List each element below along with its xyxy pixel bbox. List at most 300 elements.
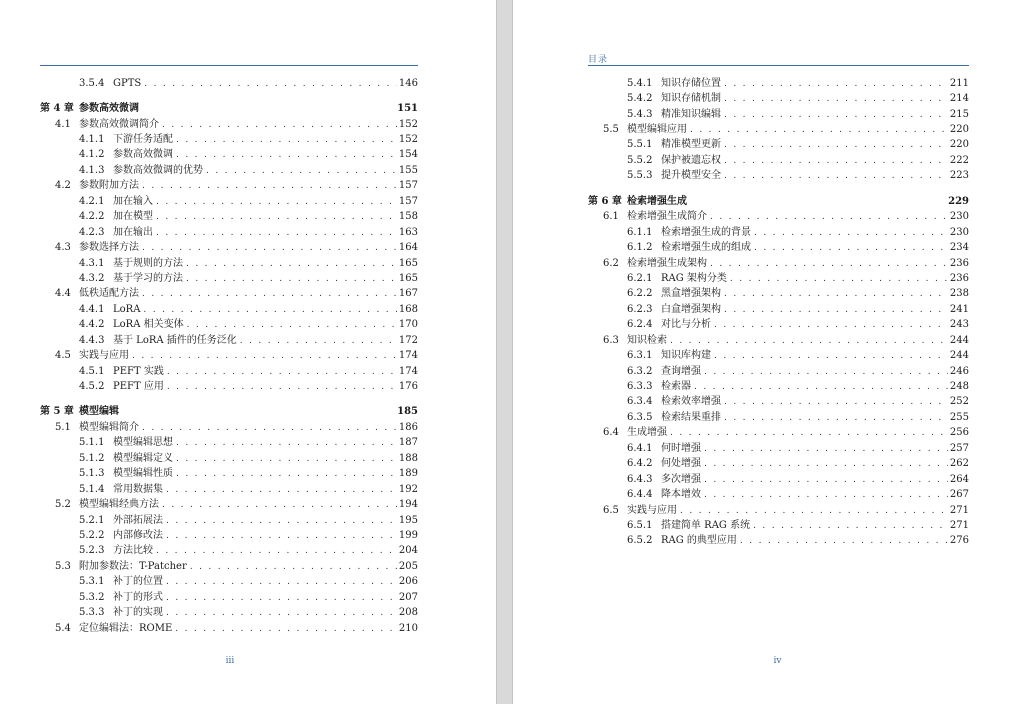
toc-entry-page: 204 bbox=[398, 545, 418, 557]
toc-entry-number: 4.2.2 bbox=[79, 211, 105, 223]
toc-entry[interactable] bbox=[588, 410, 969, 425]
toc-entry[interactable] bbox=[40, 240, 418, 255]
toc-leader-dots bbox=[156, 196, 397, 208]
toc-leader-dots bbox=[166, 515, 397, 527]
toc-entry-number: 3.5.4 bbox=[79, 77, 105, 89]
toc-entry[interactable] bbox=[40, 210, 418, 225]
toc-entry-number: 6.4.1 bbox=[627, 442, 653, 454]
header-rule bbox=[40, 65, 418, 66]
toc-leader-dots bbox=[176, 468, 397, 480]
toc-entry-page: 185 bbox=[397, 406, 418, 418]
toc-leader-dots bbox=[704, 474, 948, 486]
toc-leader-dots bbox=[704, 366, 948, 378]
toc-entry-title: 多次增强 bbox=[661, 473, 701, 485]
toc-spacer bbox=[588, 184, 969, 194]
toc-entry-page: 164 bbox=[398, 242, 418, 254]
toc-entry-title: 知识库构建 bbox=[661, 350, 711, 362]
toc-entry-title: 参数附加方法 bbox=[79, 180, 139, 192]
toc-entry-number: 6.2.3 bbox=[627, 303, 653, 315]
toc-entry-page: 189 bbox=[398, 468, 418, 480]
toc-entry[interactable] bbox=[40, 287, 418, 302]
toc-entry[interactable] bbox=[40, 605, 418, 620]
toc-entry-number: 6.5 bbox=[603, 504, 619, 516]
toc-entry[interactable] bbox=[588, 225, 969, 240]
toc-entry[interactable] bbox=[40, 348, 418, 363]
toc-entry-title: 常用数据集 bbox=[113, 483, 163, 495]
toc-entry-title: 定位编辑法：ROME bbox=[79, 622, 173, 634]
toc-entry[interactable] bbox=[588, 441, 969, 456]
toc-entry-page: 244 bbox=[949, 350, 969, 362]
toc-entry-page: 257 bbox=[949, 442, 969, 454]
toc-entry[interactable] bbox=[40, 302, 418, 317]
toc-entry-page: 174 bbox=[398, 350, 418, 362]
page-gutter bbox=[496, 0, 513, 704]
toc-entry[interactable] bbox=[588, 364, 969, 379]
toc-entry-number: 第 4 章 bbox=[40, 103, 74, 115]
toc-entry-title: 补丁的实现 bbox=[113, 607, 163, 619]
toc-entry-title: 检索效率增强 bbox=[661, 396, 721, 408]
toc-entry-page: 194 bbox=[398, 499, 418, 511]
toc-entry-number: 4.4.2 bbox=[79, 319, 105, 331]
toc-entry-page: 154 bbox=[398, 149, 418, 161]
toc-entry-title: 加在输入 bbox=[113, 195, 153, 207]
toc-entry[interactable] bbox=[40, 467, 418, 482]
toc-entry[interactable] bbox=[40, 420, 418, 435]
toc-leader-dots bbox=[190, 561, 397, 573]
toc-entry-page: 155 bbox=[398, 164, 418, 176]
toc-entry-number: 5.1.3 bbox=[79, 468, 105, 480]
toc-entry-number: 4.1 bbox=[55, 118, 71, 130]
toc-leader-dots bbox=[186, 273, 397, 285]
toc-entry[interactable] bbox=[40, 513, 418, 528]
toc-entry-number: 5.1.4 bbox=[79, 483, 105, 495]
toc-leader-dots bbox=[176, 437, 397, 449]
toc-entry-number: 6.2 bbox=[603, 257, 619, 269]
toc-entry[interactable] bbox=[40, 148, 418, 163]
toc-entry-number: 6.2.2 bbox=[627, 288, 653, 300]
toc-entry-title: 实践与应用 bbox=[79, 350, 129, 362]
toc-entry-title: 降本增效 bbox=[661, 489, 701, 501]
toc-entry-number: 5.3.1 bbox=[79, 576, 105, 588]
toc-entry-page: 234 bbox=[949, 242, 969, 254]
toc-leader-dots bbox=[176, 149, 397, 161]
toc-entry[interactable] bbox=[588, 287, 969, 302]
toc-entry-page: 176 bbox=[398, 381, 418, 393]
toc-entry-page: 165 bbox=[398, 257, 418, 269]
toc-entry-number: 4.5 bbox=[55, 350, 71, 362]
toc-entry-title: 下游任务适配 bbox=[113, 134, 173, 146]
toc-entry-page: 243 bbox=[949, 319, 969, 331]
toc-entry-number: 5.2 bbox=[55, 499, 71, 511]
toc-entry-page: 152 bbox=[398, 134, 418, 146]
toc-entry-page: 236 bbox=[949, 272, 969, 284]
toc-entry[interactable] bbox=[588, 169, 969, 184]
toc-leader-dots bbox=[166, 607, 397, 619]
toc-entry-title: 模型编辑 bbox=[79, 406, 119, 418]
toc-entry-title: 基于 LoRA 插件的任务泛化 bbox=[113, 334, 237, 346]
toc-entry-number: 4.3.1 bbox=[79, 257, 105, 269]
toc-entry[interactable] bbox=[40, 117, 418, 132]
toc-entry[interactable] bbox=[588, 395, 969, 410]
toc-entry-page: 186 bbox=[398, 421, 418, 433]
toc-entry-page: 188 bbox=[398, 452, 418, 464]
toc-leader-dots bbox=[206, 165, 397, 177]
toc-leader-dots bbox=[694, 381, 948, 393]
toc-leader-dots bbox=[670, 427, 948, 439]
toc-entry-page: 165 bbox=[398, 272, 418, 284]
toc-entry-number: 第 6 章 bbox=[588, 195, 622, 207]
toc-entry-page: 187 bbox=[398, 437, 418, 449]
toc-leader-dots bbox=[740, 535, 948, 547]
toc-entry-number: 4.5.2 bbox=[79, 381, 105, 393]
toc-leader-dots bbox=[156, 211, 397, 223]
toc-leader-dots bbox=[142, 242, 397, 254]
toc-entry-number: 第 5 章 bbox=[40, 406, 74, 418]
toc-entry-title: 生成增强 bbox=[627, 427, 667, 439]
toc-entry-page: 229 bbox=[948, 195, 969, 207]
toc-leader-dots bbox=[753, 520, 948, 532]
toc-entry[interactable] bbox=[588, 518, 969, 533]
toc-entry-number: 6.3.1 bbox=[627, 350, 653, 362]
toc-entry[interactable] bbox=[588, 138, 969, 153]
toc-entry-number: 6.4 bbox=[603, 427, 619, 439]
toc-entry-title: 参数高效微调 bbox=[113, 149, 173, 161]
toc-entry-number: 5.3 bbox=[55, 560, 71, 572]
toc-entry-title: 模型编辑思想 bbox=[113, 437, 173, 449]
toc-leader-dots bbox=[162, 499, 397, 511]
toc-entry-number: 6.2.4 bbox=[627, 319, 653, 331]
toc-leader-dots bbox=[710, 211, 948, 223]
toc-entry-number: 5.5 bbox=[603, 124, 619, 136]
toc-entry-number: 4.4.3 bbox=[79, 334, 105, 346]
toc-entry-number: 5.1.1 bbox=[79, 437, 105, 449]
toc-entry-number: 6.4.2 bbox=[627, 458, 653, 470]
toc-entry[interactable] bbox=[588, 240, 969, 255]
toc-leader-dots bbox=[176, 453, 397, 465]
toc-entry-number: 5.1.2 bbox=[79, 452, 105, 464]
toc-entry-page: 241 bbox=[949, 303, 969, 315]
toc-entry-page: 222 bbox=[949, 154, 969, 166]
running-head: 目录 bbox=[588, 55, 609, 65]
toc-leader-dots bbox=[754, 227, 948, 239]
toc-entry-title: 模型编辑性质 bbox=[113, 468, 173, 480]
toc-entry[interactable] bbox=[40, 364, 418, 379]
toc-entry[interactable] bbox=[588, 503, 969, 518]
toc-leader-dots bbox=[710, 258, 948, 270]
toc-leader-dots bbox=[166, 592, 397, 604]
document-page-left bbox=[0, 0, 496, 704]
toc-entry-page: 167 bbox=[398, 288, 418, 300]
toc-leader-dots bbox=[724, 109, 948, 121]
toc-entry[interactable] bbox=[588, 318, 969, 333]
toc-entry-number: 5.4.2 bbox=[627, 93, 653, 105]
toc-entry-number: 5.1 bbox=[55, 421, 71, 433]
toc-leader-dots bbox=[724, 170, 948, 182]
toc-entry-number: 6.3.4 bbox=[627, 396, 653, 408]
page-number: iv bbox=[773, 656, 782, 666]
toc-leader-dots bbox=[142, 422, 397, 434]
toc-leader-dots bbox=[156, 227, 397, 239]
toc-entry-page: 220 bbox=[949, 139, 969, 151]
toc-entry[interactable] bbox=[588, 76, 969, 91]
toc-entry[interactable] bbox=[40, 451, 418, 466]
toc-entry-number: 6.1.1 bbox=[627, 226, 653, 238]
toc-chapter-entry[interactable] bbox=[588, 194, 969, 209]
toc-entry-title: 参数高效微调的优势 bbox=[113, 164, 203, 176]
toc-entry-title: 白盒增强架构 bbox=[661, 303, 721, 315]
toc-entry-page: 206 bbox=[398, 576, 418, 588]
toc-entry[interactable] bbox=[40, 482, 418, 497]
toc-entry[interactable] bbox=[588, 379, 969, 394]
toc-entry-title: 知识检索 bbox=[627, 334, 667, 346]
toc-entry-number: 5.2.1 bbox=[79, 514, 105, 526]
toc-entry[interactable] bbox=[588, 153, 969, 168]
toc-list bbox=[40, 76, 418, 636]
toc-entry[interactable] bbox=[40, 76, 418, 91]
toc-entry-page: 236 bbox=[949, 257, 969, 269]
toc-entry-number: 5.4.1 bbox=[627, 77, 653, 89]
toc-entry[interactable] bbox=[40, 497, 418, 512]
toc-entry-title: 模型编辑定义 bbox=[113, 452, 173, 464]
toc-entry-page: 170 bbox=[398, 319, 418, 331]
toc-entry-page: 168 bbox=[398, 303, 418, 315]
toc-entry[interactable] bbox=[588, 487, 969, 502]
toc-entry-number: 6.3 bbox=[603, 334, 619, 346]
toc-entry-title: 知识存储位置 bbox=[661, 77, 721, 89]
toc-entry-title: 何处增强 bbox=[661, 458, 701, 470]
toc-entry[interactable] bbox=[588, 256, 969, 271]
toc-entry[interactable] bbox=[40, 132, 418, 147]
toc-entry[interactable] bbox=[40, 163, 418, 178]
toc-spacer bbox=[40, 91, 418, 101]
toc-entry-page: 205 bbox=[398, 560, 418, 572]
toc-entry[interactable] bbox=[588, 472, 969, 487]
toc-entry-title: RAG 架构分类 bbox=[661, 272, 727, 284]
toc-leader-dots bbox=[724, 288, 948, 300]
toc-entry-title: LoRA bbox=[113, 303, 141, 315]
toc-entry-page: 210 bbox=[398, 622, 418, 634]
toc-leader-dots bbox=[724, 78, 948, 90]
toc-entry-page: 248 bbox=[949, 381, 969, 393]
toc-entry-number: 4.2.3 bbox=[79, 226, 105, 238]
toc-entry-page: 214 bbox=[949, 93, 969, 105]
toc-leader-dots bbox=[166, 530, 397, 542]
toc-entry-title: 模型编辑简介 bbox=[79, 421, 139, 433]
toc-entry-title: 参数高效微调简介 bbox=[79, 118, 159, 130]
toc-entry-title: 补丁的位置 bbox=[113, 576, 163, 588]
toc-spacer bbox=[40, 395, 418, 405]
toc-entry-page: 256 bbox=[949, 427, 969, 439]
toc-entry[interactable] bbox=[588, 122, 969, 137]
toc-leader-dots bbox=[724, 304, 948, 316]
toc-entry-number: 6.1.2 bbox=[627, 242, 653, 254]
toc-entry[interactable] bbox=[588, 457, 969, 472]
toc-chapter-entry[interactable] bbox=[40, 101, 418, 116]
toc-entry-number: 4.4 bbox=[55, 288, 71, 300]
toc-leader-dots bbox=[240, 335, 397, 347]
toc-entry-number: 6.4.4 bbox=[627, 489, 653, 501]
toc-entry-page: 215 bbox=[949, 108, 969, 120]
toc-entry-page: 174 bbox=[398, 365, 418, 377]
header-rule bbox=[588, 65, 969, 66]
toc-leader-dots bbox=[175, 623, 397, 635]
toc-entry-title: 检索增强生成的组成 bbox=[661, 242, 751, 254]
toc-entry[interactable] bbox=[40, 225, 418, 240]
toc-entry-title: 对比与分析 bbox=[661, 319, 711, 331]
toc-leader-dots bbox=[156, 545, 397, 557]
toc-entry-page: 208 bbox=[398, 607, 418, 619]
toc-entry-number: 6.3.3 bbox=[627, 381, 653, 393]
toc-entry[interactable] bbox=[40, 528, 418, 543]
toc-entry-page: 271 bbox=[949, 504, 969, 516]
toc-entry[interactable] bbox=[588, 534, 969, 549]
toc-entry-title: 参数选择方法 bbox=[79, 242, 139, 254]
toc-entry[interactable] bbox=[40, 194, 418, 209]
toc-entry-number: 5.2.3 bbox=[79, 545, 105, 557]
toc-leader-dots bbox=[166, 484, 397, 496]
toc-entry-page: 246 bbox=[949, 365, 969, 377]
toc-entry-number: 5.4 bbox=[55, 622, 71, 634]
toc-entry-title: 查询增强 bbox=[661, 365, 701, 377]
toc-entry-title: 实践与应用 bbox=[627, 504, 677, 516]
toc-entry-page: 195 bbox=[398, 514, 418, 526]
toc-entry-title: 基于规则的方法 bbox=[113, 257, 183, 269]
toc-entry-title: 黑盒增强架构 bbox=[661, 288, 721, 300]
toc-entry-page: 220 bbox=[949, 124, 969, 136]
toc-entry[interactable] bbox=[40, 179, 418, 194]
toc-entry-number: 6.2.1 bbox=[627, 272, 653, 284]
toc-entry-title: PEFT 实践 bbox=[113, 365, 164, 377]
toc-entry[interactable] bbox=[40, 590, 418, 605]
toc-list bbox=[588, 76, 969, 549]
toc-entry[interactable] bbox=[40, 379, 418, 394]
toc-entry[interactable] bbox=[588, 210, 969, 225]
toc-entry-page: 276 bbox=[949, 535, 969, 547]
toc-entry-number: 4.3.2 bbox=[79, 272, 105, 284]
toc-entry[interactable] bbox=[588, 333, 969, 348]
toc-entry-page: 262 bbox=[949, 458, 969, 470]
toc-entry-number: 5.5.3 bbox=[627, 170, 653, 182]
toc-entry[interactable] bbox=[40, 318, 418, 333]
toc-entry[interactable] bbox=[588, 426, 969, 441]
toc-entry-number: 4.2.1 bbox=[79, 195, 105, 207]
toc-entry-number: 4.1.3 bbox=[79, 164, 105, 176]
toc-entry[interactable] bbox=[40, 333, 418, 348]
toc-entry-title: 补丁的形式 bbox=[113, 591, 163, 603]
toc-leader-dots bbox=[167, 381, 397, 393]
toc-entry-title: 检索器 bbox=[661, 381, 691, 393]
toc-leader-dots bbox=[166, 576, 397, 588]
toc-entry-page: 264 bbox=[949, 473, 969, 485]
toc-leader-dots bbox=[724, 155, 948, 167]
toc-entry-page: 199 bbox=[398, 529, 418, 541]
toc-entry-title: 模型编辑经典方法 bbox=[79, 499, 159, 511]
toc-entry-page: 146 bbox=[398, 77, 418, 89]
toc-entry-title: 检索增强生成架构 bbox=[627, 257, 707, 269]
toc-leader-dots bbox=[724, 93, 948, 105]
toc-entry-title: 保护被遗忘权 bbox=[661, 154, 721, 166]
toc-leader-dots bbox=[754, 242, 948, 254]
toc-entry-number: 4.1.2 bbox=[79, 149, 105, 161]
toc-leader-dots bbox=[132, 350, 397, 362]
toc-entry-title: 加在输出 bbox=[113, 226, 153, 238]
toc-entry-title: LoRA 相关变体 bbox=[113, 319, 184, 331]
toc-entry-title: 提升模型安全 bbox=[661, 170, 721, 182]
toc-entry-title: 加在模型 bbox=[113, 211, 153, 223]
toc-leader-dots bbox=[724, 139, 948, 151]
toc-entry-page: 255 bbox=[949, 411, 969, 423]
toc-entry[interactable] bbox=[40, 621, 418, 636]
toc-entry[interactable] bbox=[588, 107, 969, 122]
toc-entry-number: 5.5.1 bbox=[627, 139, 653, 151]
toc-entry-number: 4.1.1 bbox=[79, 134, 105, 146]
toc-entry[interactable] bbox=[40, 544, 418, 559]
toc-leader-dots bbox=[144, 78, 397, 90]
toc-leader-dots bbox=[187, 319, 397, 331]
toc-entry[interactable] bbox=[40, 271, 418, 286]
toc-entry-title: 精准知识编辑 bbox=[661, 108, 721, 120]
toc-entry-page: 238 bbox=[949, 288, 969, 300]
toc-entry-title: 何时增强 bbox=[661, 442, 701, 454]
toc-entry-page: 152 bbox=[398, 118, 418, 130]
toc-entry-number: 6.5.2 bbox=[627, 535, 653, 547]
toc-entry[interactable] bbox=[588, 91, 969, 106]
toc-entry-title: 模型编辑应用 bbox=[627, 124, 687, 136]
toc-leader-dots bbox=[704, 443, 948, 455]
toc-entry-page: 271 bbox=[949, 519, 969, 531]
document-page-right bbox=[513, 0, 1014, 704]
toc-leader-dots bbox=[714, 319, 948, 331]
toc-entry-number: 6.3.5 bbox=[627, 411, 653, 423]
toc-entry-page: 192 bbox=[398, 483, 418, 495]
toc-entry-title: 检索增强生成简介 bbox=[627, 211, 707, 223]
toc-leader-dots bbox=[142, 180, 397, 192]
toc-entry[interactable] bbox=[588, 348, 969, 363]
toc-entry-page: 158 bbox=[398, 211, 418, 223]
toc-leader-dots bbox=[714, 350, 948, 362]
toc-leader-dots bbox=[690, 124, 948, 136]
toc-entry-title: 检索增强生成的背景 bbox=[661, 226, 751, 238]
toc-entry[interactable] bbox=[40, 436, 418, 451]
toc-entry[interactable] bbox=[40, 256, 418, 271]
toc-entry[interactable] bbox=[40, 559, 418, 574]
toc-leader-dots bbox=[142, 288, 397, 300]
toc-entry-title: 内部修改法 bbox=[113, 529, 163, 541]
toc-entry-number: 4.5.1 bbox=[79, 365, 105, 377]
page-number: iii bbox=[225, 656, 235, 666]
toc-entry-number: 6.1 bbox=[603, 211, 619, 223]
toc-leader-dots bbox=[724, 396, 948, 408]
toc-entry[interactable] bbox=[40, 575, 418, 590]
toc-leader-dots bbox=[143, 304, 396, 316]
toc-entry[interactable] bbox=[588, 271, 969, 286]
toc-leader-dots bbox=[670, 335, 948, 347]
toc-leader-dots bbox=[162, 119, 397, 131]
toc-chapter-entry[interactable] bbox=[40, 405, 418, 420]
toc-entry-page: 207 bbox=[398, 591, 418, 603]
toc-entry-title: 检索增强生成 bbox=[627, 195, 687, 207]
toc-entry-page: 252 bbox=[949, 396, 969, 408]
toc-leader-dots bbox=[704, 458, 948, 470]
toc-entry-number: 5.2.2 bbox=[79, 529, 105, 541]
toc-entry-title: 方法比较 bbox=[113, 545, 153, 557]
toc-entry-number: 5.5.2 bbox=[627, 154, 653, 166]
toc-entry-title: 知识存储机制 bbox=[661, 93, 721, 105]
toc-leader-dots bbox=[167, 366, 397, 378]
toc-entry-title: 参数高效微调 bbox=[79, 103, 139, 115]
toc-entry-page: 211 bbox=[949, 77, 969, 89]
toc-entry[interactable] bbox=[588, 302, 969, 317]
